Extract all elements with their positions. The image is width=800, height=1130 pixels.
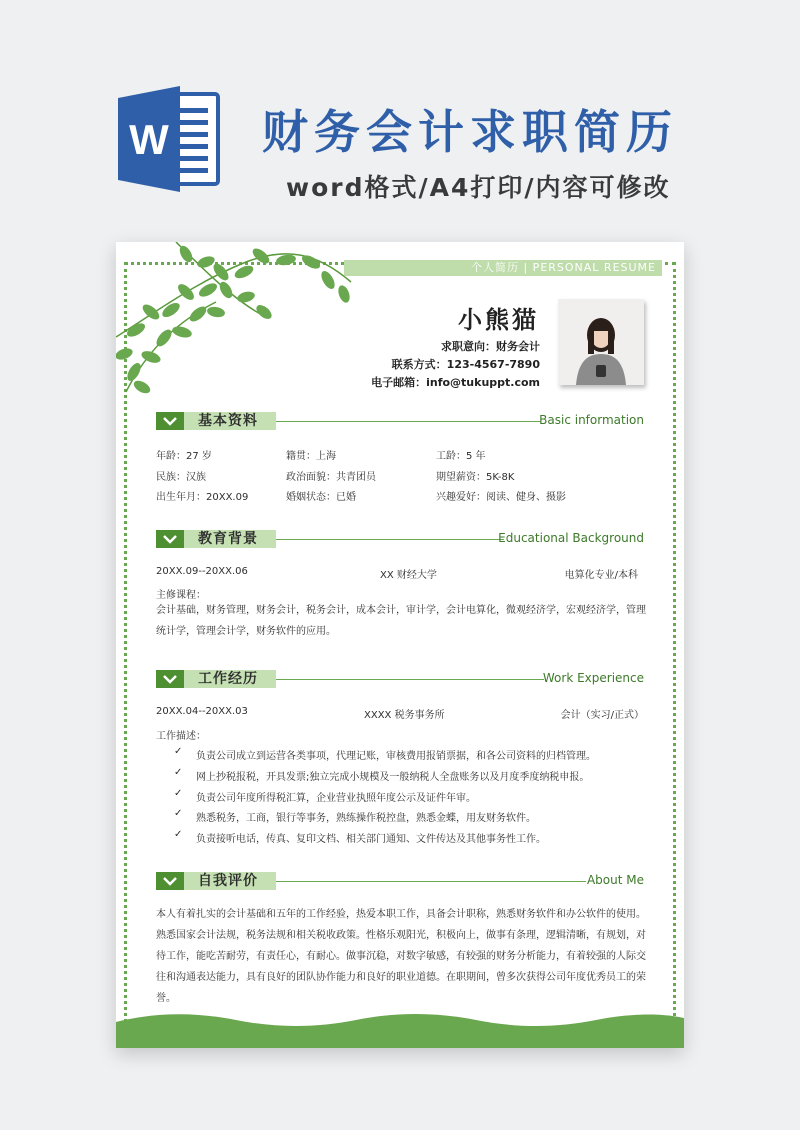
work-period: 20XX.04--20XX.03 [156,706,248,717]
section-title-en: Work Experience [542,671,644,685]
section-self-evaluation [156,872,644,890]
document-title: 财务会计求职简历 [262,105,678,159]
basic-marital: 婚姻状态：已婚 [286,492,356,503]
self-evaluation-text: 本人有着扎实的会计基础和五年的工作经验，热爱本职工作，具备会计职称，熟悉财务软件和办公软件的使用。熟悉国家会计法规，税务法规和相关税收政策。性格乐观阳光，积极向上，做事有条理，逻辑清晰，有规划，对待工作，能吃苦耐劳，有责任心，有耐心。做事沉稳，对数字敏感，有较强的财务分析能力，有着较强的人际交往和沟通表达能力，具有良好的团队协作能力和良好的职业道德。在职期间，曾多次获得公司年度优秀员工的荣誉。 [156,909,646,1004]
basic-salary: 期望薪资：5K-8K [436,472,515,483]
section-title-en: Basic information [539,413,644,427]
edu-major: 电算化专业/本科 [564,570,638,581]
candidate-name: 小熊猫 [458,306,539,334]
document-subtitle: word格式/A4打印/内容可修改 [286,173,671,202]
edu-courses: 会计基础，财务管理，财务会计，税务会计，成本会计，审计学，会计电算化，微观经济学，宏观经济学，管理统计学，管理会计学，财务软件的应用。 [156,605,646,637]
check-icon: ✓ [174,767,183,778]
work-item: 负责公司成立到运营各类事项，代理记账，审核费用报销票据，和各公司资料的归档管理。 [196,751,596,762]
edu-courses-label: 主修课程： [156,590,206,601]
section-title: 基本资料 [198,413,258,429]
work-item: 负责公司年度所得税汇算，企业营业执照年度公示及证件年审。 [196,793,476,804]
chevron-down-icon [156,872,184,890]
basic-ethnicity: 民族：汉族 [156,472,206,483]
leaf-branch-decoration [116,242,356,397]
job-intent: 求职意向：财务会计 [441,340,540,353]
edu-period: 20XX.09--20XX.06 [156,566,248,577]
basic-hobbies: 兴趣爱好：阅读、健身、摄影 [436,492,566,503]
check-icon: ✓ [174,829,183,840]
basic-age: 年龄：27 岁 [156,451,212,462]
profile-photo [558,299,644,385]
section-basic-info [156,412,644,430]
personal-resume-bar: 个人简历 | PERSONAL RESUME [344,260,662,276]
section-education [156,530,644,548]
section-title: 工作经历 [198,671,258,687]
check-icon: ✓ [174,746,183,757]
section-title-en: About Me [586,873,644,887]
work-item: 网上抄税报税，开具发票;独立完成小规模及一般纳税人全盘账务以及月度季度纳税申报。 [196,772,590,783]
word-letter: W [129,116,169,163]
section-title-en: Educational Background [498,531,644,545]
basic-hometown: 籍贯：上海 [286,451,336,462]
basic-political: 政治面貌：共青团员 [286,472,376,483]
check-icon: ✓ [174,788,183,799]
edu-school: XX 财经大学 [380,570,437,581]
work-position: 会计（实习/正式） [560,710,644,721]
basic-years: 工龄：5 年 [436,451,486,462]
section-title: 自我评价 [198,873,258,889]
chevron-down-icon [156,530,184,548]
basic-birth: 出生年月：20XX.09 [156,492,249,503]
chevron-down-icon [156,412,184,430]
work-desc-label: 工作描述： [156,731,206,742]
work-item: 熟悉税务，工商，银行等事务，熟练操作税控盘，熟悉金蝶，用友财务软件。 [196,813,536,824]
phone: 联系方式：123-4567-7890 [391,358,540,371]
chevron-down-icon [156,670,184,688]
green-wave-footer [116,1008,684,1048]
work-company: XXXX 税务事务所 [364,710,445,721]
check-icon: ✓ [174,808,183,819]
word-document-icon [118,84,226,194]
email: 电子邮箱：info@tukuppt.com [371,376,540,389]
banner [0,0,800,225]
resume-page [116,242,684,1048]
work-item: 负责接听电话，传真、复印文档、相关部门通知、文件传达及其他事务性工作。 [196,834,546,845]
section-title: 教育背景 [198,531,258,547]
section-work [156,670,644,688]
